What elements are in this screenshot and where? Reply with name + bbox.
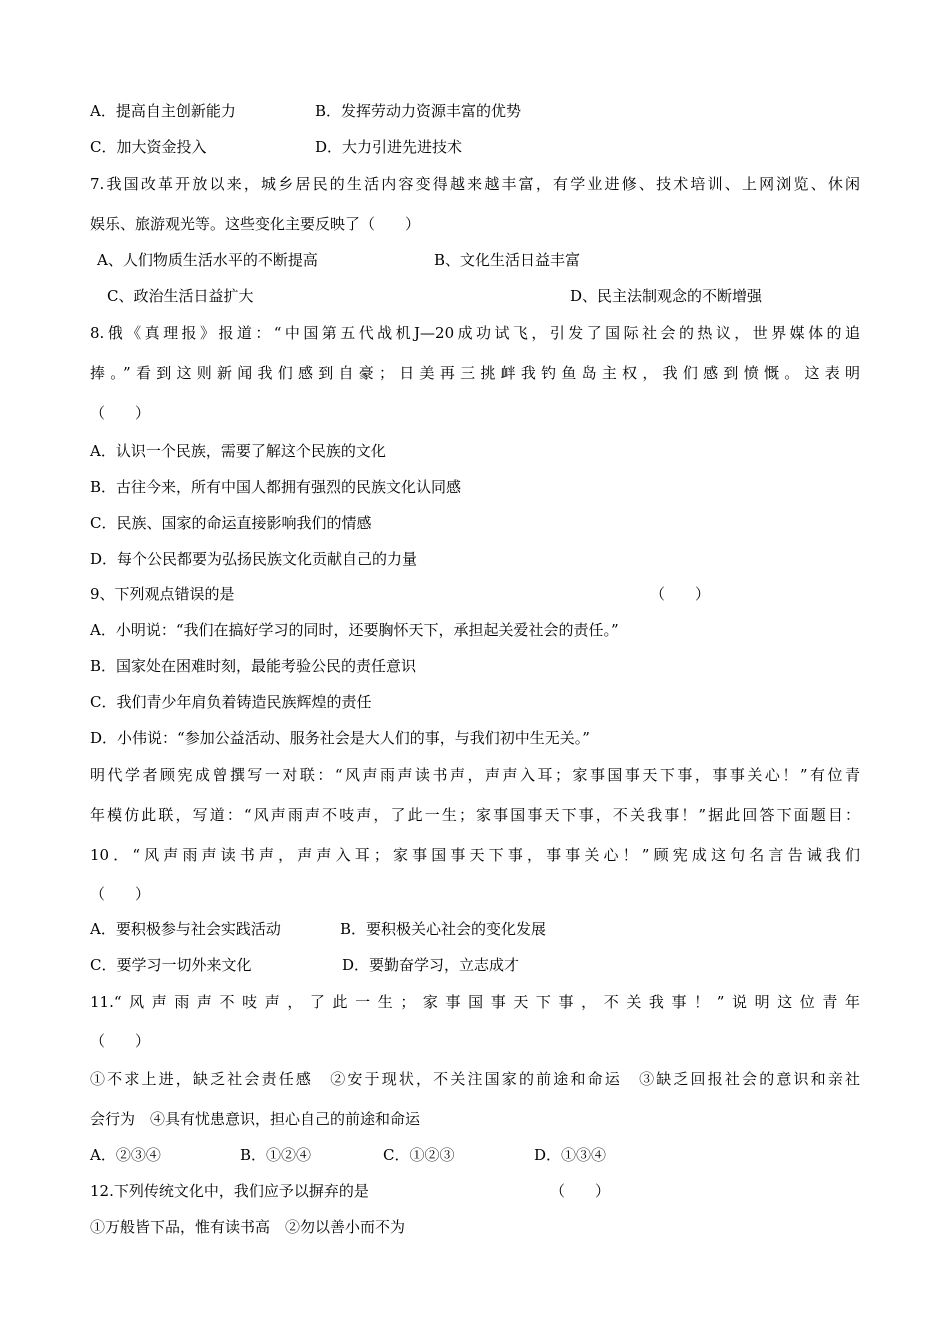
q11-items-line1: ①不求上进，缺乏社会责任感 ②安于现状，不关注国家的前途和命运 ③缺乏回报社会的意识和亲社	[90, 1070, 860, 1088]
q11-options-row	[90, 1145, 607, 1165]
q12-answer-paren: （ ）	[550, 1182, 611, 1200]
q7-options-row2	[107, 286, 763, 306]
q7-option-d: D、民主法制观念的不断增强	[570, 287, 763, 305]
q7-option-a: A、人们物质生活水平的不断提高	[97, 251, 318, 269]
q11-option-c: C．①②③	[383, 1146, 455, 1164]
q8-stem-line1: 8.俄《真理报》报道：“中国第五代战机J—20成功试飞，引发了国际社会的热议，世界媒体的追	[90, 324, 860, 342]
q8-option-c: C．民族、国家的命运直接影响我们的情感	[90, 514, 372, 532]
q8-option-d: D．每个公民都要为弘扬民族文化贡献自己的力量	[90, 550, 418, 568]
q9-option-a: A．小明说：“我们在搞好学习的同时，还要胸怀天下，承担起关爱社会的责任。”	[90, 621, 619, 639]
q10-option-b: B．要积极关心社会的变化发展	[340, 920, 547, 938]
intro-line2: 年模仿此联，写道：“风声雨声不吱声，了此一生；家事国事天下事，不关我事！”据此回答下面题目：	[90, 806, 860, 824]
q9-answer-paren: （ ）	[650, 585, 711, 603]
q9-option-d: D．小伟说：“参加公益活动、服务社会是大人们的事，与我们初中生无关。”	[90, 729, 590, 747]
q11-option-b: B．①②④	[240, 1146, 312, 1164]
q11-option-a: A．②③④	[90, 1146, 161, 1164]
q12-stem: 12.下列传统文化中，我们应予以摒弃的是	[90, 1182, 369, 1200]
q7-option-c: C、政治生活日益扩大	[107, 287, 254, 305]
q10-answer-paren: （ ）	[90, 885, 151, 903]
q9-stem-row	[90, 584, 711, 604]
intro-line1: 明代学者顾宪成曾撰写一对联：“风声雨声读书声，声声入耳；家事国事天下事，事事关心！”有位青	[90, 766, 860, 784]
q8-option-b: B．古往今来，所有中国人都拥有强烈的民族文化认同感	[90, 478, 462, 496]
q10-option-c: C．要学习一切外来文化	[90, 956, 252, 974]
q9-option-b: B．国家处在困难时刻，最能考验公民的责任意识	[90, 657, 417, 675]
q11-items-line2: 会行为 ④具有忧患意识，担心自己的前途和命运	[90, 1110, 421, 1128]
q6-option-a: A．提高自主创新能力	[90, 102, 236, 120]
q6-options-row2	[90, 137, 463, 157]
q6-options-row1	[90, 101, 522, 121]
q9-stem: 9、下列观点错误的是	[90, 585, 235, 603]
q7-option-b: B、文化生活日益丰富	[434, 251, 581, 269]
q11-option-d: D．①③④	[534, 1146, 607, 1164]
q8-stem-line2: 捧。”看到这则新闻我们感到自豪；日美再三挑衅我钓鱼岛主权，我们感到愤慨。这表明	[90, 364, 860, 382]
q11-answer-paren: （ ）	[90, 1032, 151, 1050]
q10-stem-line1: 10．“风声雨声读书声，声声入耳；家事国事天下事，事事关心！”顾宪成这句名言告诫我们	[90, 846, 860, 864]
q10-options-row1	[90, 919, 547, 939]
q9-option-c: C．我们青少年肩负着铸造民族辉煌的责任	[90, 693, 372, 711]
q7-stem-line2: 娱乐、旅游观光等。这些变化主要反映了（ ）	[90, 215, 421, 233]
q12-items-line1: ①万般皆下品，惟有读书高 ②勿以善小而不为	[90, 1218, 406, 1236]
q11-stem-line1: 11.“风声雨声不吱声，了此一生；家事国事天下事，不关我事！”说明这位青年	[90, 993, 860, 1011]
q6-option-b: B．发挥劳动力资源丰富的优势	[315, 102, 522, 120]
q10-option-a: A．要积极参与社会实践活动	[90, 920, 281, 938]
q7-options-row1	[97, 250, 581, 270]
q10-option-d: D．要勤奋学习，立志成才	[342, 956, 520, 974]
q12-stem-row	[90, 1181, 611, 1201]
q6-option-d: D．大力引进先进技术	[315, 138, 463, 156]
q8-answer-paren: （ ）	[90, 404, 151, 422]
q7-stem-line1: 7.我国改革开放以来，城乡居民的生活内容变得越来越丰富，有学业进修、技术培训、上网浏览、休闲	[90, 175, 860, 193]
q8-option-a: A．认识一个民族，需要了解这个民族的文化	[90, 442, 386, 460]
q6-option-c: C．加大资金投入	[90, 138, 207, 156]
q10-options-row2	[90, 955, 520, 975]
